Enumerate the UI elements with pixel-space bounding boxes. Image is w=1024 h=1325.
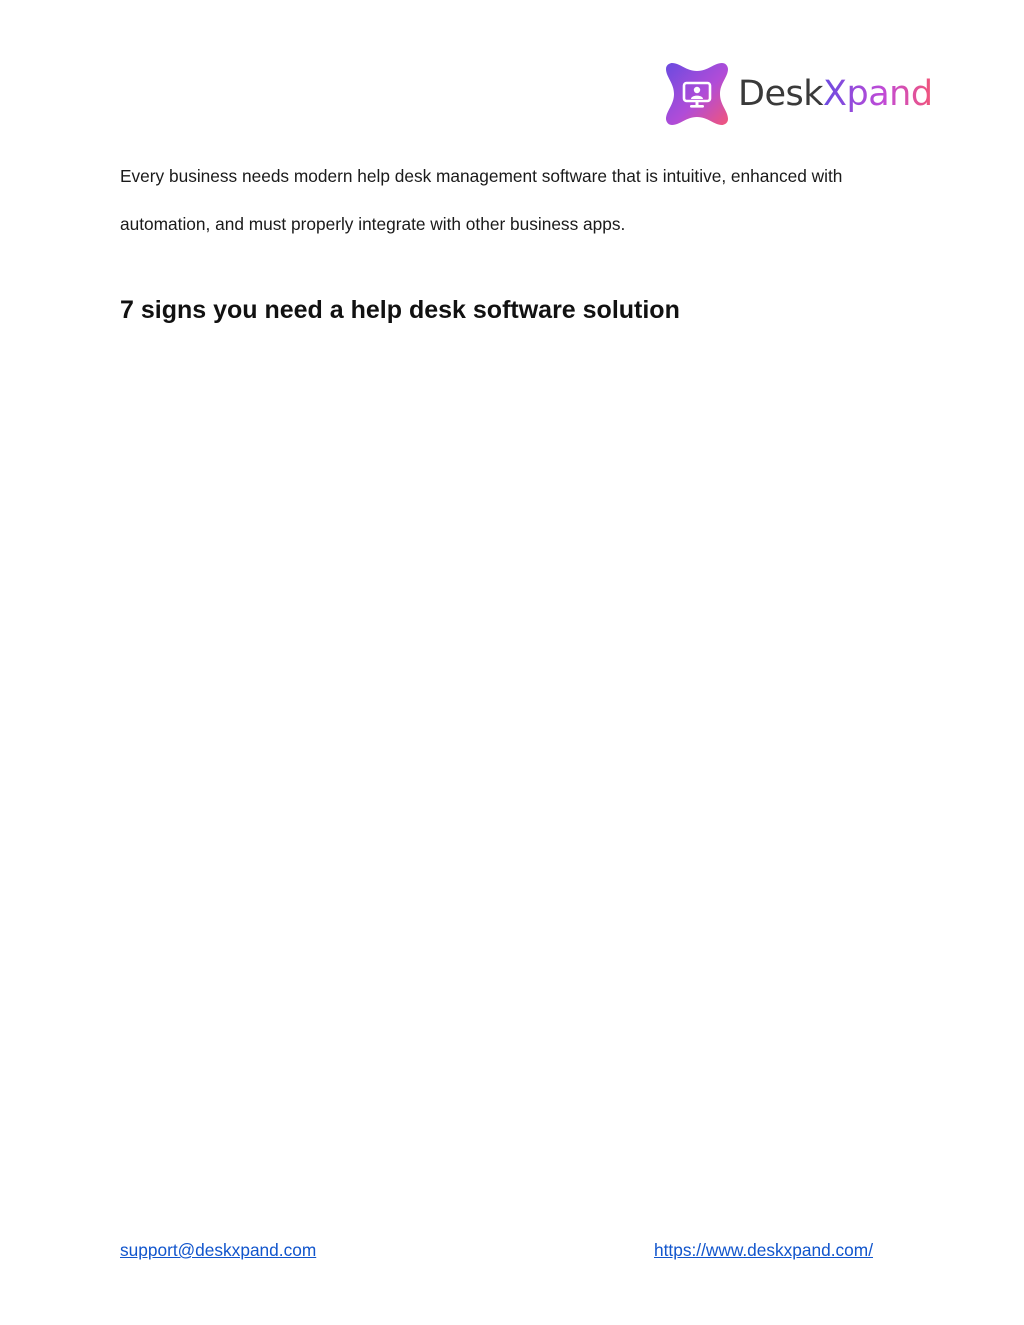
brand-name-desk: Desk — [738, 73, 823, 114]
brand-name-xpand: Xpand — [823, 73, 933, 114]
website-link[interactable]: https://www.deskxpand.com/ — [654, 1240, 873, 1260]
intro-paragraph: Every business needs modern help desk management software that is intuitive, enhanced with automation, and must properly integrate with other business apps. — [120, 166, 843, 234]
section-heading: 7 signs you need a help desk software solution — [120, 296, 680, 324]
brand-wordmark — [738, 73, 933, 114]
support-email-link[interactable]: support@deskxpand.com — [120, 1240, 317, 1260]
monitor-person-logo-icon — [664, 61, 730, 127]
brand-logo — [664, 60, 944, 128]
